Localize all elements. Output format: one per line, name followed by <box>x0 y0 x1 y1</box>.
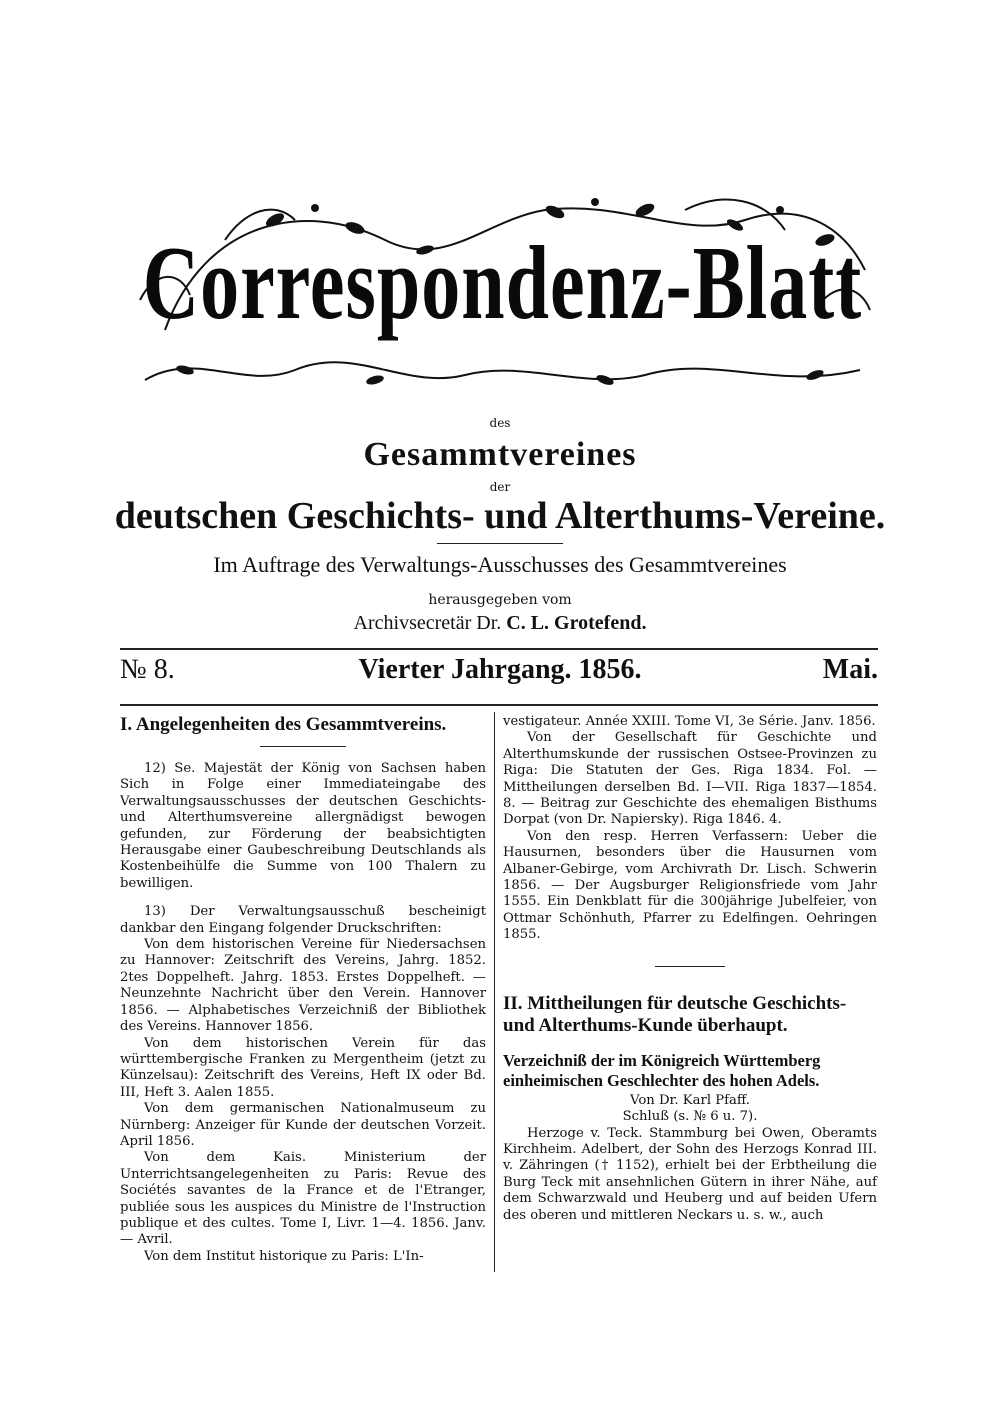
article-continuation-note: Schluß (s. № 6 u. 7). <box>622 1109 758 1125</box>
header-title-line: deutschen Geschichts- und Alterthums-Vereine. <box>114 495 886 537</box>
issue-number: № 8. <box>120 654 175 685</box>
left-column <box>120 714 486 1265</box>
paragraph-investigateur: vestigateur. Année XXIII. Tome VI, 3e Série. Janv. 1856. <box>503 714 876 729</box>
right-column <box>503 714 877 1224</box>
editor-name: C. L. Grotefend. <box>506 612 647 634</box>
header-divider <box>437 543 563 544</box>
header-gesamtvereines: Gesammtvereines <box>363 436 637 473</box>
section-1-rule <box>260 746 346 747</box>
paragraph-institut-historique: Von dem Institut historique zu Paris: L'In- <box>144 1248 424 1264</box>
issue-month: Mai. <box>822 654 878 685</box>
article-title: Verzeichniß der im Königreich Württemberg einheimischen Geschlechter des hohen Adels. <box>503 1050 821 1090</box>
paragraph-verfasser: Von den resp. Herren Verfassern: Ueber die Hausurnen, besonders über die Hausurnen vom Albaner-Gebirge, vom Archivrath Dr. Lisch. Schwerin 1856. — Der Augsburger Religionsfriede vom Jahr 1555. Ein Denkblatt für die 300jährige Jubelfeier, von Ottmar Schönhuth, Pfarrer zu Edelfingen. Oehringen 1855. <box>503 828 877 943</box>
header-editor <box>0 612 1000 635</box>
masthead <box>125 180 880 410</box>
issue-rule-top <box>120 648 878 650</box>
article-byline: Von Dr. Karl Pfaff. <box>630 1092 750 1108</box>
paragraph-mergentheim: Von dem historischen Verein für das württembergische Franken zu Mergentheim (jetzt zu Künzelsau): Zeitschrift des Vereins, Heft IX oder Bd. III, Heft 3. Aalen 1855. <box>120 1035 486 1100</box>
paragraph-paris-ministerium: Von dem Kais. Ministerium der Unterrichtsangelegenheiten zu Paris: Revue des Sociétés savantes de la France et de l'Etranger, publiée sous les auspices du Ministre de l'Instruction publique et des cultes. Tome I, Livr. 1—4. 1856. Janv. — Avril. <box>120 1150 486 1248</box>
section-1-heading: I. Angelegenheiten des Gesammtvereins. <box>120 714 447 735</box>
masthead-title: Correspondenz-Blatt <box>142 223 863 342</box>
section-2-heading: II. Mittheilungen für deutsche Geschichts- und Alterthums-Kunde überhaupt. <box>503 992 847 1036</box>
paragraph-13: 13) Der Verwaltungsausschuß bescheinigt dankbar den Eingang folgender Druckschriften: <box>120 904 486 936</box>
column-divider <box>494 712 495 1272</box>
paragraph-12: 12) Se. Majestät der König von Sachsen haben Sich in Folge einer Immediateingabe des Verwaltungsausschusses der deutschen Geschichts- und Alterthumsvereine allergnädigst bewogen gefunden, zur Förderung der beabsichtigten Herausgabe einer Gaubeschreibung Deutschlands als Kostenbeihülfe die Summe von 100 Thalern zu bewilligen. <box>120 761 486 891</box>
article-text: Herzoge v. Teck. Stammburg bei Owen, Oberamts Kirchheim. Adelbert, der Sohn des Herzogs Konrad III. v. Zähringen († 1152), erhielt bei der Erbtheilung die Burg Teck mit ansehnlichen Gütern in ihrer Nähe, auf dem Schwarzwald und Heuberg und auf beiden Ufern des oberen und mittleren Neckars u. s. w., auch <box>503 1125 877 1223</box>
header-der: der <box>489 480 511 494</box>
header-herausgegeben: herausgegeben vom <box>428 592 572 608</box>
paragraph-hannover: Von dem historischen Vereine für Niedersachsen zu Hannover: Zeitschrift des Vereins, Jahrg. 1852. 2tes Doppelheft. Jahrg. 1853. Erstes Doppelheft. — Neunzehnte Nachricht über den Verein. Hannover 1856. — Alphabetisches Verzeichniß der Bibliothek des Vereins. Hannover 1856. <box>120 937 486 1035</box>
paragraph-nuernberg: Von dem germanischen Nationalmuseum zu Nürnberg: Anzeiger für Kunde der deutschen Vorzeit. April 1856. <box>120 1101 486 1149</box>
issue-rule-bottom <box>120 704 878 706</box>
issue-year-line: Vierter Jahrgang. 1856. <box>358 654 642 685</box>
paragraph-riga: Von der Gesellschaft für Geschichte und Alterthumskunde der russischen Ostsee-Provinzen zu Riga: Die Statuten der Ges. Riga 1834. Fol. — Mittheilungen derselben Bd. I—VII. Riga 1837—1854. 8. — Beitrag zur Geschichte des ehemaligen Bisthums Dorpat (von Dr. Napiersky). Riga 1846. 4. <box>503 730 877 828</box>
header-auftrag: Im Auftrage des Verwaltungs-Ausschusses des Gesammtvereines <box>213 552 787 577</box>
editor-prefix: Archivsecretär Dr. <box>353 612 502 634</box>
section-2-rule <box>655 966 725 967</box>
header-des: des <box>489 416 511 430</box>
